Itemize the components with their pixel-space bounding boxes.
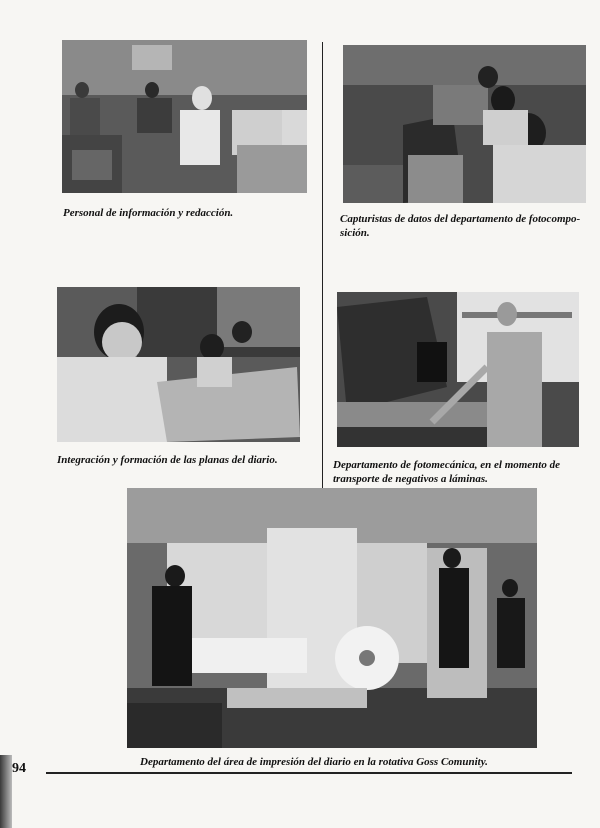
photo-office-staff bbox=[62, 40, 307, 193]
photo-caption: Departamento de fotomecánica, en el momento de transporte de negativos a láminas. bbox=[333, 459, 560, 485]
photo-caption: Personal de información y redacción. bbox=[63, 207, 234, 219]
photo-data-entry bbox=[343, 45, 586, 203]
photo-photomechanics bbox=[337, 292, 579, 447]
page-edge-shadow bbox=[0, 755, 12, 828]
photo-caption: Integración y formación de las planas del diario. bbox=[57, 454, 278, 466]
photo-printing-press bbox=[127, 488, 537, 748]
page-number: 94 bbox=[12, 761, 26, 776]
photo-caption: Departamento del área de impresión del diario en la rotativa Goss Comunity. bbox=[140, 756, 488, 768]
photo-caption: Capturistas de datos del departamento de fotocompo-sición. bbox=[340, 213, 581, 239]
column-divider bbox=[322, 42, 323, 494]
footer-rule bbox=[46, 772, 572, 774]
photo-page-layout bbox=[57, 287, 300, 442]
